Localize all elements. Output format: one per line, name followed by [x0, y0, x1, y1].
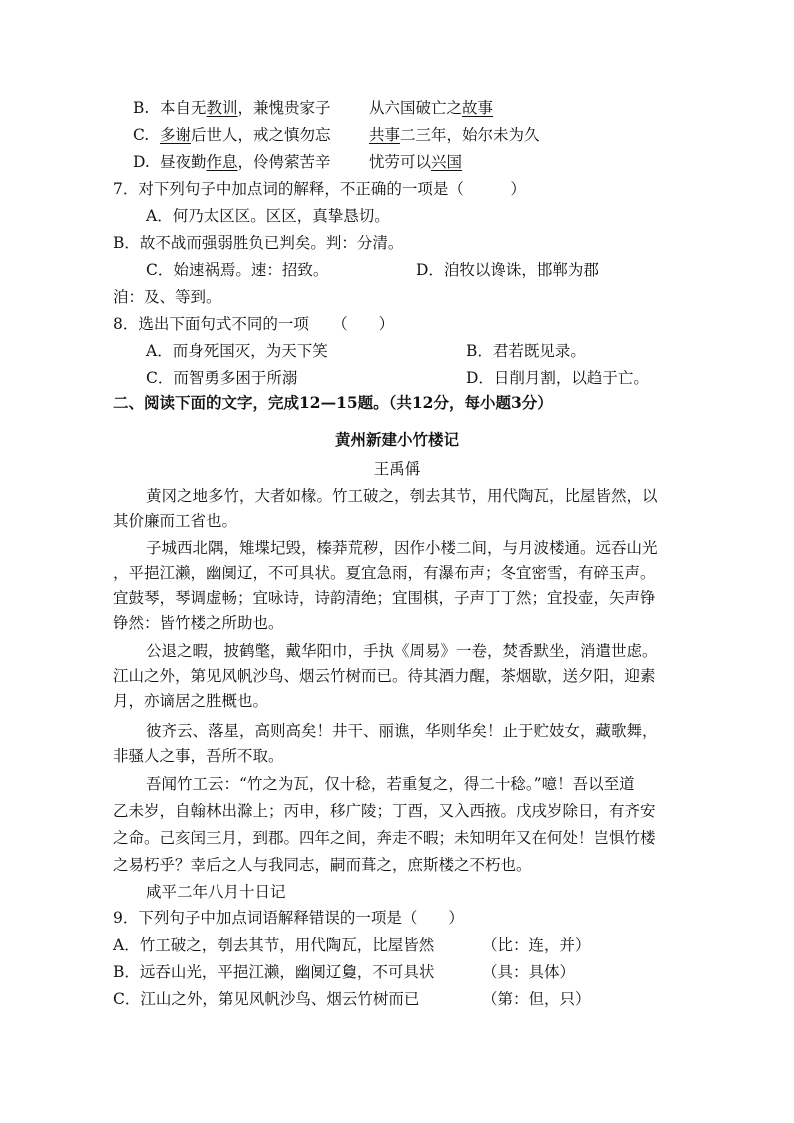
option-text: 本自无	[160, 99, 207, 117]
option-text: 昼夜勤	[160, 153, 207, 171]
essay-author: 王禹偁	[373, 460, 421, 478]
essay-paragraph-line: 乙未岁，自翰林出滁上；丙申，移广陵；丁酉，又入西掖。戊戌岁除日，有齐安	[113, 802, 656, 820]
q7-option-a: A．何乃太区区。区区，真挚恳切。	[146, 207, 390, 225]
option-label: C.	[133, 126, 150, 144]
essay-paragraph-line: 吾闻竹工云：“竹之为瓦，仅十稔，若重复之，得二十稔。”噫！吾以至道	[146, 775, 635, 793]
underlined-word: 多谢	[160, 126, 192, 144]
section-heading: 二、阅读下面的文字，完成12—15题。（共12分，每小题3分）	[113, 393, 553, 412]
essay-paragraph-line: 非骚人之事，吾所不取。	[113, 747, 284, 765]
essay-title: 黄州新建小竹楼记	[334, 430, 459, 449]
underlined-word: 兴国	[431, 153, 463, 171]
option-gloss: （第：但，只）	[482, 990, 591, 1008]
option-text: 二三年，始尔未为久	[400, 126, 540, 144]
essay-paragraph-line: 月，亦谪居之胜概也。	[113, 692, 269, 710]
q9-stem: 9．下列句子中加点词语解释错误的一项是（ ）	[113, 909, 464, 927]
q7-option-d-continued: 洎：及、等到。	[113, 288, 222, 306]
option-text: ，伶俜萦苦辛	[237, 153, 331, 171]
essay-paragraph-line: 江山之外，第见风帆沙鸟、烟云竹树而已。待其酒力醒，茶烟歇，送夕阳，迎素	[113, 667, 656, 685]
q7-option-b: B．故不战而强弱胜负已判矣。判：分清。	[113, 234, 404, 252]
essay-paragraph-line: 之易朽乎？幸后之人与我同志，嗣而葺之，庶斯楼之不朽也。	[113, 856, 532, 874]
essay-paragraph-line: 子城西北隅，雉堞圮毁，榛莽荒秽，因作小楼二间，与月波楼通。远吞山光	[146, 539, 658, 557]
q8-option-a: A．而身死国灭，为天下笑	[146, 342, 328, 360]
option-text: A．竹工破之，刳去其节，用代陶瓦，比屋皆然	[113, 936, 435, 954]
essay-paragraph-line: 其价廉而工省也。	[113, 512, 238, 530]
underlined-word: 教训	[206, 99, 238, 117]
underlined-word: 作息	[206, 153, 238, 171]
essay-paragraph-line: 铮然：皆竹楼之所助也。	[113, 614, 284, 632]
option-text: ，兼愧贵家子	[237, 99, 331, 117]
option-gloss: （比：连，并）	[482, 936, 591, 954]
option-text: 后世人，戒之慎勿忘	[191, 126, 331, 144]
q8-option-d: D．日削月割，以趋于亡。	[466, 369, 649, 387]
q7-option-c: C．始速祸焉。速：招致。	[146, 261, 329, 279]
essay-paragraph-line: 宜鼓琴，琴调虚畅；宜咏诗，诗韵清绝；宜围棋，子声丁丁然；宜投壶，矢声铮	[113, 589, 656, 607]
essay-date: 咸平二年八月十日记	[146, 883, 286, 901]
option-label: D.	[133, 153, 150, 171]
q8-stem: 8．选出下面句式不同的一项 （ ）	[113, 315, 395, 333]
essay-paragraph-line: 之命。己亥闰三月，到郡。四年之间，奔走不暇；未知明年又在何处！岂惧竹楼	[113, 829, 656, 847]
essay-paragraph-line: 彼齐云、落星，高则高矣！井干、丽谯，华则华矣！止于贮妓女，藏歌舞，	[146, 722, 658, 740]
option-text: 忧劳可以	[369, 153, 432, 171]
essay-paragraph-line: 公退之暇，披鹤氅，戴华阳巾，手执《周易》一卷，焚香默坐，消遣世虑。	[146, 642, 658, 660]
q7-option-d: D．洎牧以谗诛，邯郸为郡	[416, 261, 599, 279]
essay-paragraph-line: 黄冈之地多竹，大者如椽。竹工破之，刳去其节，用代陶瓦，比屋皆然，以	[146, 487, 658, 505]
q8-option-b: B．君若既见录。	[466, 342, 586, 360]
underlined-word: 故事	[462, 99, 494, 117]
option-gloss: （具：具体）	[482, 963, 576, 981]
option-label: B.	[133, 99, 150, 117]
essay-paragraph-line: ，平挹江濑，幽阒辽，不可具状。夏宜急雨，有瀑布声；冬宜密雪，有碎玉声。	[113, 564, 656, 582]
underlined-word: 共事	[369, 126, 401, 144]
option-text: C．江山之外，第见风帆沙鸟、烟云竹树而已	[113, 990, 420, 1008]
option-text: B．远吞山光，平挹江濑，幽阒辽敻，不可具状	[113, 963, 435, 981]
option-text: 从六国破亡之	[369, 99, 463, 117]
q8-option-c: C．而智勇多困于所溺	[146, 369, 298, 387]
q7-stem: 7．对下列句子中加点词的解释，不正确的一项是（ ）	[113, 180, 526, 198]
